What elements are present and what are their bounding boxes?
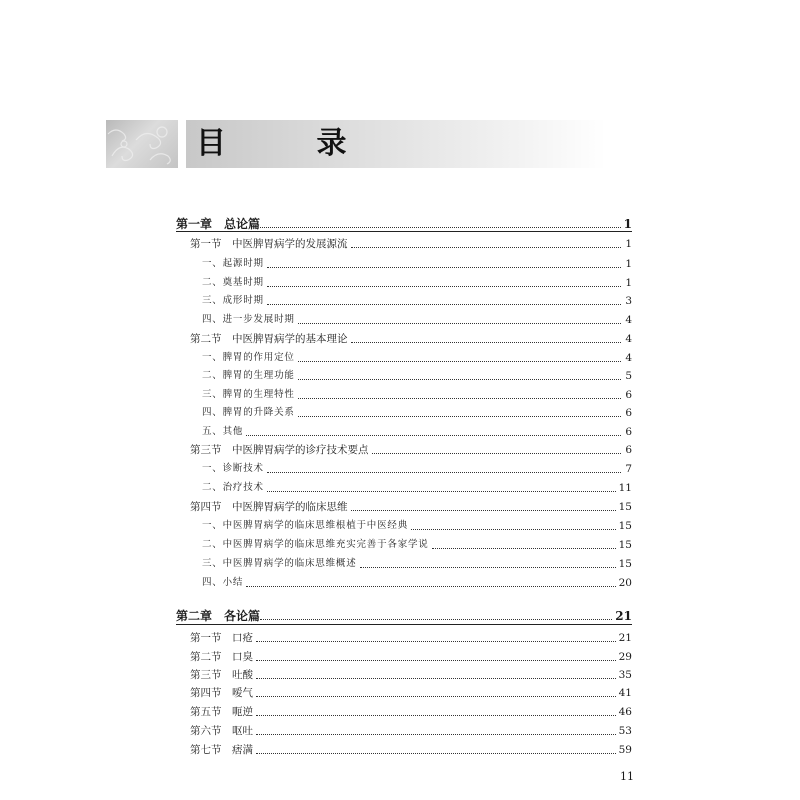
toc-item-entry	[202, 459, 632, 477]
dot-leader	[256, 678, 616, 679]
toc-item-entry	[202, 516, 632, 534]
toc-entry-page: 1	[625, 238, 632, 250]
dot-leader	[246, 435, 621, 436]
toc-entry-label: 第二节 口臭	[190, 651, 253, 663]
dot-leader	[372, 453, 622, 454]
toc-section-entry	[190, 329, 632, 347]
toc-entry-page: 1	[625, 258, 632, 270]
toc-item-entry	[202, 403, 632, 421]
dot-leader	[267, 472, 621, 473]
toc-entry-label: 一、中医脾胃病学的临床思维根植于中医经典	[202, 520, 409, 531]
toc-section-entry	[190, 628, 632, 646]
dot-leader	[360, 567, 616, 568]
toc-entry-label: 第七节 痞满	[190, 744, 253, 756]
toc-entry-label: 第五节 呃逆	[190, 706, 253, 718]
toc-item-entry	[202, 291, 632, 309]
dot-leader	[351, 342, 622, 343]
dot-leader	[256, 660, 616, 661]
toc-entry-label: 第二章 各论篇	[176, 609, 261, 623]
toc-section-entry	[190, 647, 632, 665]
dot-leader	[256, 734, 616, 735]
toc-entry-label: 三、脾胃的生理特性	[202, 389, 295, 400]
toc-section-entry	[190, 721, 632, 739]
toc-entry-label: 四、小结	[202, 577, 244, 588]
toc-item-entry	[202, 554, 632, 572]
toc-entry-label: 第一章 总论篇	[176, 217, 261, 231]
toc-entry-label: 二、中医脾胃病学的临床思维充实完善于各家学说	[202, 539, 429, 550]
toc-item-entry	[202, 348, 632, 366]
dot-leader	[260, 227, 621, 228]
toc-entry-page: 21	[618, 632, 632, 644]
toc-entry-label: 一、脾胃的作用定位	[202, 352, 295, 363]
toc-entry-page: 6	[625, 389, 632, 401]
dot-leader	[351, 510, 616, 511]
toc-section-entry	[190, 740, 632, 758]
toc-entry-label: 二、脾胃的生理功能	[202, 370, 295, 381]
toc-item-entry	[202, 385, 632, 403]
toc-entry-page: 15	[618, 558, 632, 570]
toc-entry-page: 20	[618, 577, 632, 589]
toc-entry-label: 四、进一步发展时期	[202, 314, 295, 325]
toc-entry-page: 4	[625, 333, 632, 345]
toc-item-entry	[202, 573, 632, 591]
toc-item-entry	[202, 478, 632, 496]
toc-entry-label: 第三节 吐酸	[190, 669, 253, 681]
toc-entry-page: 4	[625, 314, 632, 326]
toc-section-entry	[190, 497, 632, 515]
toc-section-entry	[190, 683, 632, 701]
dot-leader	[246, 586, 615, 587]
dot-leader	[260, 619, 612, 620]
page-title: 目 录	[196, 126, 387, 161]
dot-leader	[256, 696, 616, 697]
toc-entry-page: 59	[618, 744, 632, 756]
toc-entry-page: 35	[618, 669, 632, 681]
toc-entry-page: 1	[623, 217, 632, 231]
toc-item-entry	[202, 310, 632, 328]
toc-entry-label: 一、诊断技术	[202, 463, 264, 474]
toc-item-entry	[202, 422, 632, 440]
toc-entry-page: 41	[618, 687, 632, 699]
dot-leader	[267, 286, 621, 287]
toc-item-entry	[202, 366, 632, 384]
toc-entry-label: 第四节 嗳气	[190, 687, 253, 699]
toc-section-entry	[190, 234, 632, 252]
dot-leader	[432, 548, 616, 549]
toc-entry-label: 二、治疗技术	[202, 482, 264, 493]
toc-item-entry	[202, 254, 632, 272]
dot-leader	[267, 491, 616, 492]
toc-entry-label: 三、成形时期	[202, 295, 264, 306]
dot-leader	[256, 715, 616, 716]
dot-leader	[298, 323, 621, 324]
dot-leader	[351, 247, 622, 248]
toc-entry-label: 四、脾胃的升降关系	[202, 407, 295, 418]
toc-item-entry	[202, 535, 632, 553]
toc-entry-page: 6	[625, 426, 632, 438]
toc-entry-page: 6	[625, 407, 632, 419]
dot-leader	[298, 398, 621, 399]
toc-entry-page: 53	[618, 725, 632, 737]
toc-section-entry	[190, 440, 632, 458]
toc-entry-page: 4	[625, 352, 632, 364]
toc-entry-label: 一、起源时期	[202, 258, 264, 269]
dot-leader	[298, 416, 621, 417]
toc-section-entry	[190, 702, 632, 720]
toc-chapter-entry	[176, 214, 632, 232]
toc-entry-page: 21	[615, 609, 632, 623]
dot-leader	[267, 304, 621, 305]
toc-entry-label: 第六节 呕吐	[190, 725, 253, 737]
toc-entry-label: 第四节 中医脾胃病学的临床思维	[190, 501, 348, 513]
toc-entry-label: 二、奠基时期	[202, 277, 264, 288]
toc-entry-page: 46	[618, 706, 632, 718]
toc-entry-page: 6	[625, 444, 632, 456]
toc-entry-page: 7	[625, 463, 632, 475]
dot-leader	[298, 361, 621, 362]
toc-entry-page: 11	[618, 482, 632, 494]
dot-leader	[256, 753, 616, 754]
toc-entry-page: 5	[625, 370, 632, 382]
toc-entry-label: 第一节 口疮	[190, 632, 253, 644]
toc-entry-page: 15	[618, 520, 632, 532]
toc-entry-label: 第二节 中医脾胃病学的基本理论	[190, 333, 348, 345]
toc-entry-page: 1	[625, 277, 632, 289]
toc-entry-label: 三、中医脾胃病学的临床思维概述	[202, 558, 357, 569]
toc-chapter-entry	[176, 606, 632, 624]
dot-leader	[267, 267, 621, 268]
toc-entry-page: 3	[625, 295, 632, 307]
dot-leader	[298, 379, 621, 380]
toc-entry-page: 15	[618, 501, 632, 513]
toc-item-entry	[202, 273, 632, 291]
toc-entry-page: 15	[618, 539, 632, 551]
toc-entry-page: 29	[618, 651, 632, 663]
toc-entry-label: 第三节 中医脾胃病学的诊疗技术要点	[190, 444, 369, 456]
dot-leader	[256, 641, 616, 642]
dot-leader	[411, 529, 616, 530]
page-number: 11	[620, 770, 634, 783]
toc-entry-label: 五、其他	[202, 426, 244, 437]
toc-entry-label: 第一节 中医脾胃病学的发展源流	[190, 238, 348, 250]
toc-section-entry	[190, 665, 632, 683]
